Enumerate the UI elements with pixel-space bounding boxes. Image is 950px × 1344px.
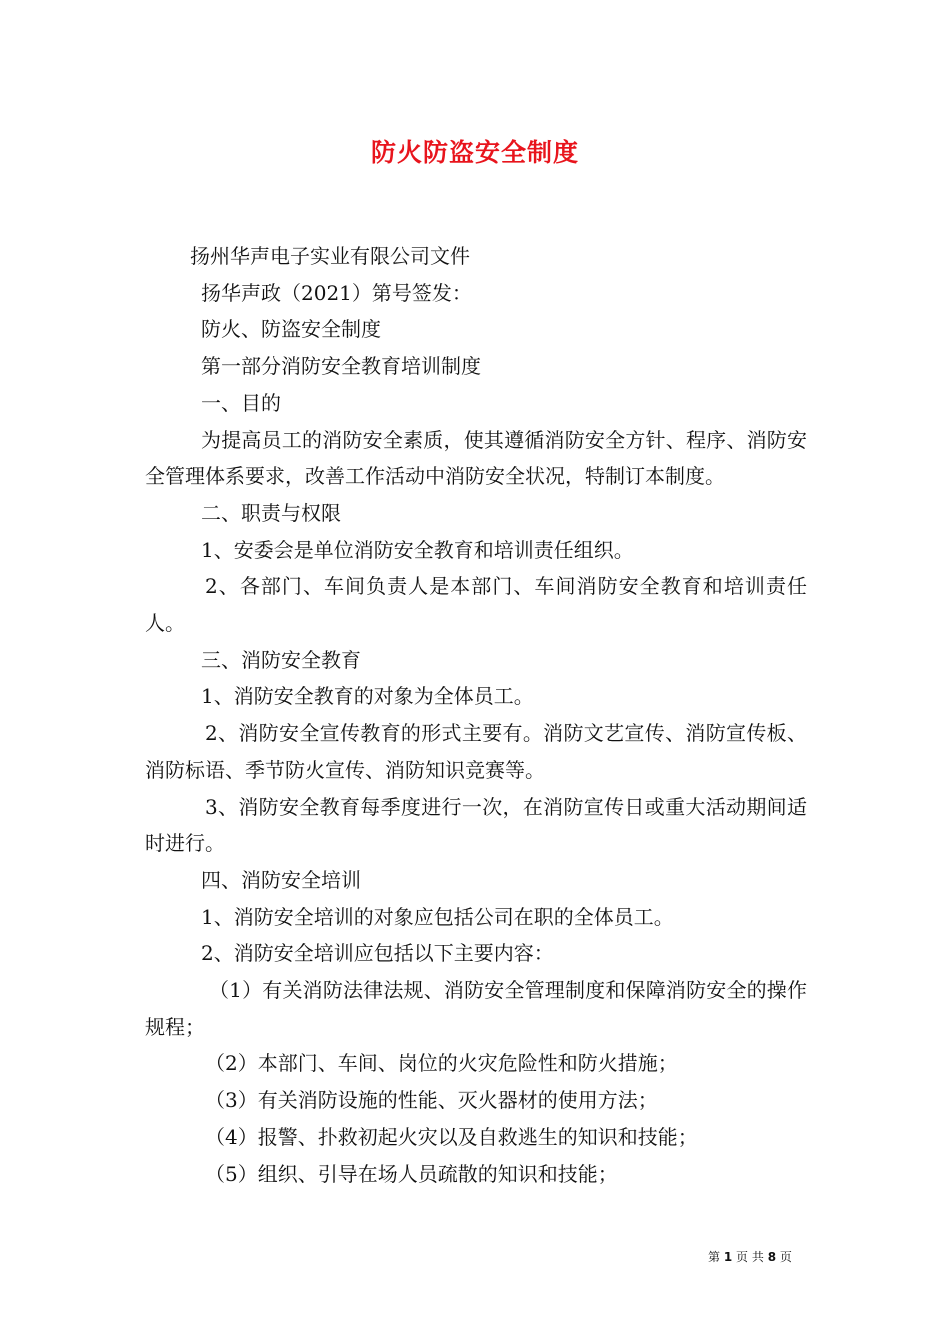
paragraph-duty-1: 1、安委会是单位消防安全教育和培训责任组织。: [201, 537, 634, 562]
section-heading-training: 四、消防安全培训: [201, 867, 361, 892]
footer-current-page: 1: [723, 1250, 733, 1264]
document-body: [145, 238, 807, 1192]
paragraph-training-1: 1、消防安全培训的对象应包括公司在职的全体员工。: [201, 904, 674, 929]
list-item-training-content-4: （4）报警、扑救初起火灾以及自救逃生的知识和技能；: [205, 1124, 698, 1149]
list-item-training-content-2: （2）本部门、车间、岗位的火灾危险性和防火措施；: [205, 1051, 678, 1076]
paragraph-duty-2: 2、各部门、车间负责人是本部门、车间消防安全教育和培训责任人。: [145, 574, 807, 636]
document-title: 防火防盗安全制度: [370, 138, 579, 167]
list-item-training-content-3: （3）有关消防设施的性能、灭火器材的使用方法；: [205, 1088, 658, 1113]
footer-suffix: 页: [779, 1250, 792, 1264]
paragraph-purpose: 为提高员工的消防安全素质，使其遵循消防安全方针、程序、消防安全管理体系要求，改善工作活动中消防安全状况，特制订本制度。: [145, 427, 807, 489]
footer-middle: 页 共: [736, 1250, 764, 1264]
paragraph-file-number: 扬华声政（2021）第号签发：: [201, 280, 472, 305]
paragraph-training-2: 2、消防安全培训应包括以下主要内容：: [201, 941, 554, 966]
page-number-footer: [708, 1248, 792, 1265]
paragraph-subject: 防火、防盗安全制度: [201, 317, 381, 342]
section-heading-purpose: 一、目的: [201, 390, 281, 415]
footer-prefix: 第: [708, 1250, 721, 1264]
list-item-training-content-5: （5）组织、引导在场人员疏散的知识和技能；: [205, 1161, 618, 1186]
paragraph-company-file: 扬州华声电子实业有限公司文件: [190, 244, 470, 268]
list-item-training-content-1: （1）有关消防法律法规、消防安全管理制度和保障消防安全的操作规程；: [145, 978, 807, 1039]
footer-total-pages: 8: [767, 1250, 777, 1264]
paragraph-education-3: 3、消防安全教育每季度进行一次，在消防宣传日或重大活动期间适时进行。: [145, 794, 807, 856]
section-heading-duties: 二、职责与权限: [201, 500, 341, 525]
paragraph-part-one-heading: 第一部分消防安全教育培训制度: [201, 354, 481, 379]
paragraph-education-1: 1、消防安全教育的对象为全体员工。: [201, 684, 534, 709]
paragraph-education-2: 2、消防安全宣传教育的形式主要有。消防文艺宣传、消防宣传板、消防标语、季节防火宣传、消防知识竞赛等。: [145, 721, 807, 782]
section-heading-education: 三、消防安全教育: [201, 647, 361, 672]
